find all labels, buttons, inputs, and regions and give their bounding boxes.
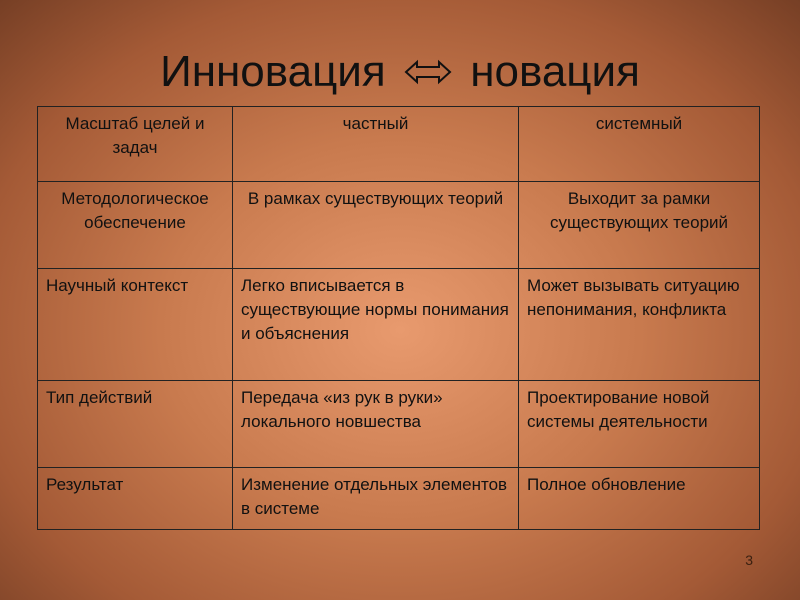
- innovation-cell: Изменение отдельных элементов в системе: [233, 468, 519, 530]
- innovation-cell: частный: [233, 107, 519, 182]
- innovation-cell: В рамках существующих теорий: [233, 182, 519, 269]
- novation-cell: системный: [519, 107, 760, 182]
- novation-cell: Проектирование новой системы деятельности: [519, 381, 760, 468]
- novation-cell: Может вызывать ситуацию непонимания, конфликта: [519, 269, 760, 381]
- table-row: [38, 107, 760, 182]
- row-label-cell: Тип действий: [38, 381, 233, 468]
- novation-cell: Выходит за рамки существующих теорий: [519, 182, 760, 269]
- double-headed-arrow-icon: [404, 39, 452, 103]
- title-left: Инновация: [160, 47, 386, 96]
- innovation-cell: Легко вписывается в существующие нормы понимания и объяснения: [233, 269, 519, 381]
- row-label-cell: Научный контекст: [38, 269, 233, 381]
- row-label-cell: Масштаб целей и задач: [38, 107, 233, 182]
- page-number: 3: [745, 552, 753, 568]
- row-label-cell: Методологическое обеспечение: [38, 182, 233, 269]
- title-right: новация: [470, 47, 640, 96]
- table-row: [38, 269, 760, 381]
- innovation-cell: Передача «из рук в руки» локального новшества: [233, 381, 519, 468]
- table-row: [38, 182, 760, 269]
- novation-cell: Полное обновление: [519, 468, 760, 530]
- comparison-table: [37, 106, 760, 530]
- row-label-cell: Результат: [38, 468, 233, 530]
- table-row: [38, 468, 760, 530]
- table-row: [38, 381, 760, 468]
- slide-title: [0, 40, 800, 106]
